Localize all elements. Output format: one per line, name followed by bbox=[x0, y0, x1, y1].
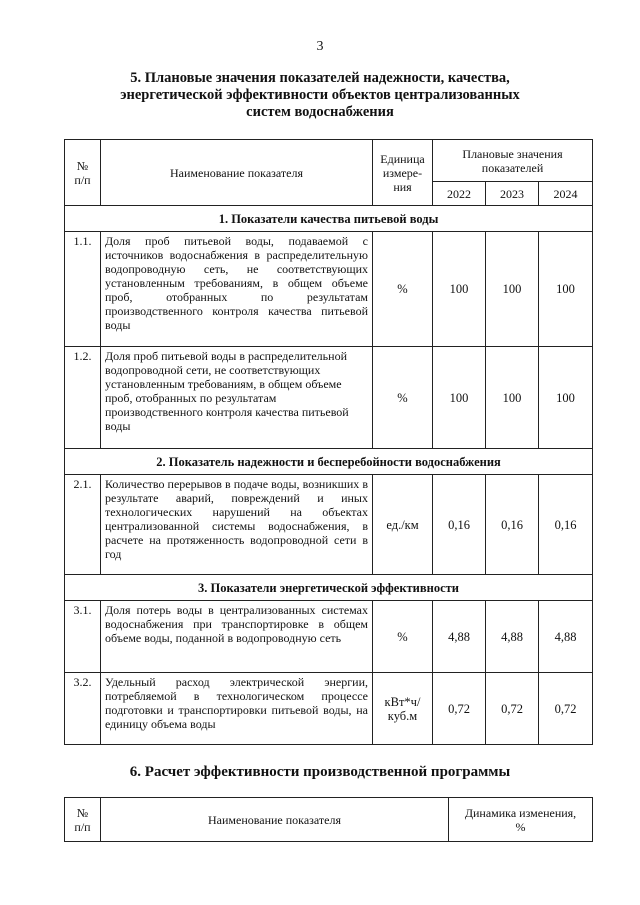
row-indicator-name: Доля потерь воды в централизованных системах водоснабжения при транспортировке в общем объеме воды, поданной в водопроводную сеть bbox=[101, 601, 373, 673]
year-2024: 2024 bbox=[539, 182, 593, 206]
table-row bbox=[65, 232, 593, 347]
header-plan-cell bbox=[433, 140, 593, 182]
header-number-label: № bbox=[76, 158, 89, 173]
row-unit: % bbox=[373, 347, 433, 449]
section-6-title: 6. Расчет эффективности производственной программы bbox=[129, 764, 511, 780]
row-value-2022: 100 bbox=[433, 347, 486, 449]
row-value-2022: 0,16 bbox=[433, 475, 486, 575]
header-dynamics-cell bbox=[449, 798, 593, 842]
row-value-2023: 4,88 bbox=[486, 601, 539, 673]
table-header-row bbox=[65, 798, 593, 842]
row-value-2023: 100 bbox=[486, 232, 539, 347]
row-unit bbox=[373, 673, 433, 745]
group-title: 3. Показатели энергетической эффективности bbox=[65, 575, 593, 601]
table-row bbox=[65, 673, 593, 745]
row-value-2023: 0,16 bbox=[486, 475, 539, 575]
table-row bbox=[65, 601, 593, 673]
row-indicator-name: Количество перерывов в подаче воды, возникших в результате аварий, повреждений и иных технологических нарушений на объектах централизованной системы водоснабжения, в расчете на протяженность водопроводной сети в год bbox=[101, 475, 373, 575]
row-unit: % bbox=[373, 601, 433, 673]
row-value-2022: 0,72 bbox=[433, 673, 486, 745]
table-header-row bbox=[65, 140, 593, 182]
header-number-cell bbox=[65, 140, 101, 206]
header-plan-label: показателей bbox=[481, 160, 544, 175]
row-value-2023: 100 bbox=[486, 347, 539, 449]
row-value-2024: 100 bbox=[539, 232, 593, 347]
header-number-cell bbox=[65, 798, 101, 842]
program-efficiency-table bbox=[64, 797, 593, 842]
row-number: 3.1. bbox=[65, 601, 101, 673]
section-5-title-line: систем водоснабжения bbox=[246, 104, 394, 120]
row-number: 3.2. bbox=[65, 673, 101, 745]
group-title: 2. Показатель надежности и бесперебойности водоснабжения bbox=[65, 449, 593, 475]
group-title: 1. Показатели качества питьевой воды bbox=[65, 206, 593, 232]
section-5-title-line: энергетической эффективности объектов централизованных bbox=[120, 87, 520, 103]
header-number-label: п/п bbox=[74, 172, 91, 187]
row-indicator-name: Доля проб питьевой воды, подаваемой с источников водоснабжения в распределительную водопроводную сеть, не соответствующих установленным требованиям, в общем объеме проб, отобранных по результатам производственного контроля качества питьевой воды bbox=[101, 232, 373, 347]
row-value-2024: 0,72 bbox=[539, 673, 593, 745]
row-value-2022: 4,88 bbox=[433, 601, 486, 673]
header-unit-label: Единица bbox=[380, 151, 425, 166]
row-unit: ед./км bbox=[373, 475, 433, 575]
row-value-2022: 100 bbox=[433, 232, 486, 347]
row-number: 1.1. bbox=[65, 232, 101, 347]
row-unit-line: куб.м bbox=[387, 708, 418, 723]
header-plan-label: Плановые значения bbox=[462, 146, 563, 161]
plan-indicators-table bbox=[64, 139, 593, 745]
header-number-label: п/п bbox=[74, 819, 91, 834]
row-number: 1.2. bbox=[65, 347, 101, 449]
row-unit-line: кВт*ч/ bbox=[384, 694, 421, 709]
group-row bbox=[65, 206, 593, 232]
row-unit: % bbox=[373, 232, 433, 347]
row-value-2023: 0,72 bbox=[486, 673, 539, 745]
header-dynamics-label: Динамика изменения, bbox=[464, 805, 577, 820]
section-5-title bbox=[0, 70, 640, 121]
header-name-cell: Наименование показателя bbox=[101, 140, 373, 206]
row-indicator-name: Доля проб питьевой воды в распределительной водопроводной сети, не соответствующих установленным требованиям, в общем объеме проб, отобранных по результатам производственного контроля качества питьевой воды bbox=[101, 347, 373, 449]
header-number-label: № bbox=[76, 805, 89, 820]
row-value-2024: 4,88 bbox=[539, 601, 593, 673]
row-number: 2.1. bbox=[65, 475, 101, 575]
table-row bbox=[65, 475, 593, 575]
header-unit-label: измере- bbox=[382, 165, 423, 180]
page-number: 3 bbox=[316, 39, 324, 54]
row-value-2024: 0,16 bbox=[539, 475, 593, 575]
section-5-title-line: 5. Плановые значения показателей надежности, качества, bbox=[130, 70, 510, 86]
row-value-2024: 100 bbox=[539, 347, 593, 449]
group-row bbox=[65, 449, 593, 475]
header-unit-cell bbox=[373, 140, 433, 206]
header-unit-label: ния bbox=[393, 179, 412, 194]
group-row bbox=[65, 575, 593, 601]
table-row bbox=[65, 347, 593, 449]
year-2022: 2022 bbox=[433, 182, 486, 206]
row-indicator-name: Удельный расход электрической энергии, потребляемой в технологическом процессе подготовки и транспортировки питьевой воды, на единицу объема воды bbox=[101, 673, 373, 745]
header-dynamics-label: % bbox=[515, 819, 526, 834]
header-name-cell: Наименование показателя bbox=[101, 798, 449, 842]
year-2023: 2023 bbox=[486, 182, 539, 206]
